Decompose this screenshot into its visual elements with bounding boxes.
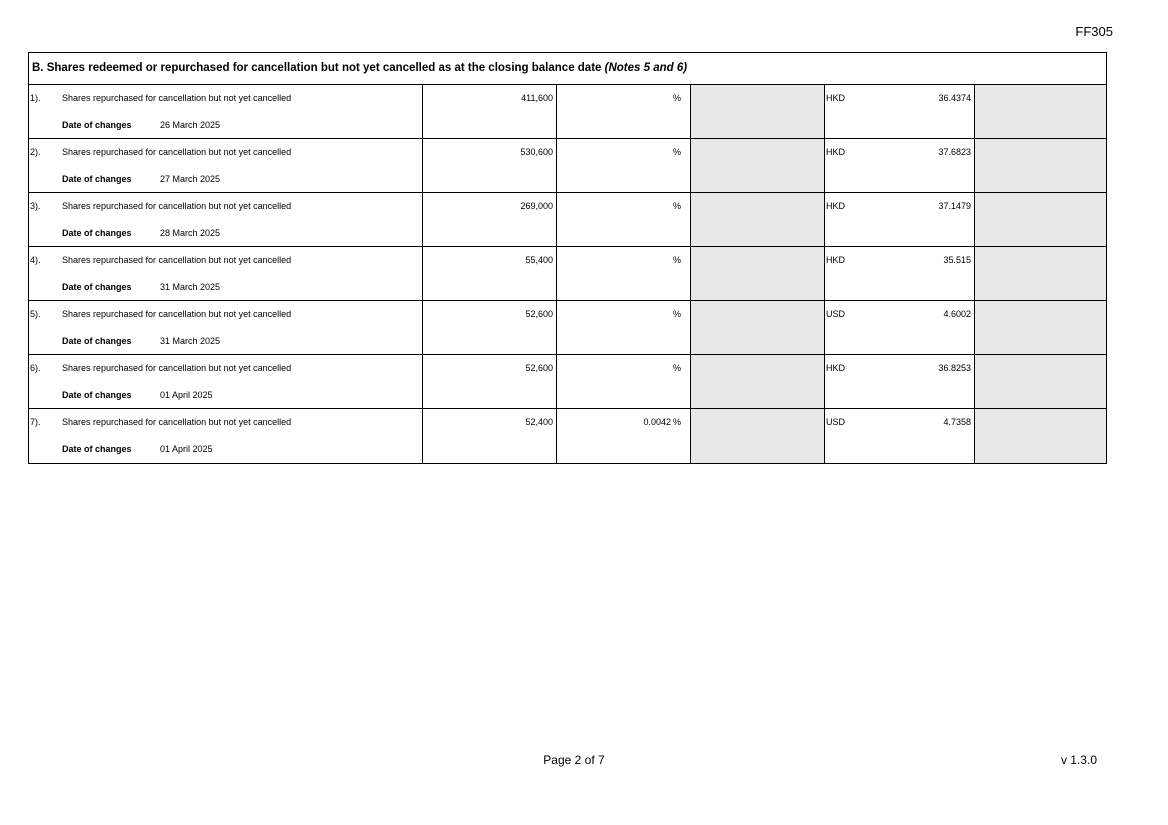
percentage-cell [557,301,691,354]
shaded-cell [691,409,825,463]
table-row [29,139,1106,193]
shaded-cell-end [975,193,1106,246]
description-cell [29,409,423,463]
description-cell [29,247,423,300]
number-of-shares: 55,400 [525,255,553,265]
price-cell [825,193,975,246]
row-index: 6). [30,363,41,373]
currency: HKD [826,201,846,211]
description-cell [29,193,423,246]
row-description: Shares repurchased for cancellation but not yet cancelled [62,201,292,211]
description-cell [29,85,423,138]
percentage-cell [557,139,691,192]
percent-sign: % [672,201,681,211]
row-index: 5). [30,309,41,319]
shaded-cell [691,301,825,354]
price-per-share: 37.1479 [938,201,971,211]
number-of-shares-cell [423,85,557,138]
currency: HKD [826,363,846,373]
number-of-shares-cell [423,139,557,192]
version-label: v 1.3.0 [1060,753,1097,767]
percentage-cell [557,355,691,408]
table-row [29,409,1106,463]
shaded-cell [691,247,825,300]
row-description: Shares repurchased for cancellation but not yet cancelled [62,147,292,157]
price-cell [825,139,975,192]
date-of-changes-value: 31 March 2025 [160,336,221,346]
table-row [29,355,1106,409]
date-of-changes-label: Date of changes [62,120,132,130]
number-of-shares-cell [423,193,557,246]
table-row [29,301,1106,355]
currency: HKD [826,93,846,103]
price-cell [825,409,975,463]
percentage-cell [557,247,691,300]
price-cell [825,247,975,300]
date-of-changes-label: Date of changes [62,228,132,238]
price-per-share: 4.6002 [943,309,971,319]
shaded-cell [691,139,825,192]
number-of-shares: 52,600 [525,363,553,373]
price-cell [825,355,975,408]
row-description: Shares repurchased for cancellation but not yet cancelled [62,309,292,319]
percent-sign: % [672,417,681,427]
number-of-shares-cell [423,409,557,463]
shaded-cell-end [975,301,1106,354]
shaded-cell [691,193,825,246]
currency: USD [826,417,846,427]
page-number: Page 2 of 7 [543,753,605,767]
table-row [29,85,1106,139]
number-of-shares-cell [423,301,557,354]
price-per-share: 36.4374 [938,93,971,103]
percentage-cell [557,409,691,463]
form-code: FF305 [1075,24,1113,39]
date-of-changes-value: 01 April 2025 [160,390,213,400]
date-of-changes-value: 26 March 2025 [160,120,221,130]
row-index: 4). [30,255,41,265]
date-of-changes-label: Date of changes [62,174,132,184]
price-cell [825,85,975,138]
number-of-shares: 52,400 [525,417,553,427]
number-of-shares: 269,000 [520,201,553,211]
percentage-cell [557,193,691,246]
number-of-shares: 52,600 [525,309,553,319]
price-cell [825,301,975,354]
percent-sign: % [672,147,681,157]
description-cell [29,301,423,354]
percent-sign: % [672,309,681,319]
date-of-changes-label: Date of changes [62,390,132,400]
price-per-share: 4.7358 [943,417,971,427]
number-of-shares: 411,600 [521,93,553,103]
row-index: 7). [30,417,41,427]
row-description: Shares repurchased for cancellation but not yet cancelled [62,255,292,265]
table-row [29,193,1106,247]
section-title-text: B. Shares redeemed or repurchased for cancellation but not yet cancelled as at the closing balance date [32,62,602,74]
price-per-share: 36.8253 [938,363,971,373]
row-description: Shares repurchased for cancellation but not yet cancelled [62,93,292,103]
percent-sign: % [672,93,681,103]
shaded-cell [691,85,825,138]
table-row [29,247,1106,301]
row-description: Shares repurchased for cancellation but not yet cancelled [62,363,292,373]
percent-sign: % [672,255,681,265]
date-of-changes-value: 31 March 2025 [160,282,221,292]
date-of-changes-label: Date of changes [62,282,132,292]
number-of-shares-cell [423,355,557,408]
shaded-cell-end [975,85,1106,138]
date-of-changes-value: 27 March 2025 [160,174,221,184]
date-of-changes-label: Date of changes [62,336,132,346]
date-of-changes-value: 01 April 2025 [160,444,213,454]
date-of-changes-value: 28 March 2025 [160,228,221,238]
row-description: Shares repurchased for cancellation but not yet cancelled [62,417,292,427]
row-index: 3). [30,201,41,211]
description-cell [29,355,423,408]
number-of-shares: 530,600 [520,147,553,157]
currency: HKD [826,255,846,265]
row-index: 2). [30,147,41,157]
description-cell [29,139,423,192]
rows-container [29,85,1106,463]
shaded-cell-end [975,139,1106,192]
shaded-cell-end [975,247,1106,300]
percentage-cell [557,85,691,138]
currency: USD [826,309,846,319]
shaded-cell [691,355,825,408]
price-per-share: 37.6823 [938,147,971,157]
section-title [29,53,1106,85]
percentage-value: 0.0042 [643,417,671,427]
shaded-cell-end [975,355,1106,408]
date-of-changes-label: Date of changes [62,444,132,454]
row-index: 1). [30,93,41,103]
percent-sign: % [672,363,681,373]
shares-cancellation-section [28,52,1107,464]
number-of-shares-cell [423,247,557,300]
section-notes: (Notes 5 and 6) [604,62,688,74]
shaded-cell-end [975,409,1106,463]
price-per-share: 35.515 [943,255,971,265]
currency: HKD [826,147,846,157]
